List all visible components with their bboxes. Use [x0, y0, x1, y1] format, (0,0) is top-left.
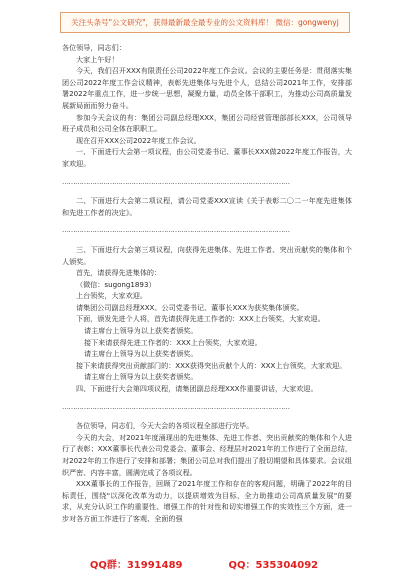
paragraph: 请集团公司副总经理XXX、公司党委书记、董事长XXX为获奖集体颁奖。	[76, 302, 304, 312]
paragraph: 一、下面进行大会第一项议程，由公司党委书记、董事长XXX做2022年度工作报告，大家欢迎。	[62, 147, 352, 168]
paragraph: 各位领导，同志们：	[62, 43, 126, 52]
paragraph: 上台领奖，大家欢迎。	[76, 291, 147, 301]
footer-contact	[0, 556, 408, 576]
paragraph: 首先，请获得先进集体的：	[76, 268, 162, 278]
paragraph: XXX董事长的工作报告，回顾了2021年度工作和存在的客观问题，明确了2022年的目标责任，围绕"以深化改革为动力，以提质增效为目标，全力助推动公司高质量发展"的要求，从充分认识工作的重要性、增强工作的针对性和切实增强工作的实效性三个方面，进一步对各方面工作进行了客观、全面的强	[62, 479, 352, 523]
paragraph: 大家上午好！	[76, 54, 119, 64]
separator-line: ……………………………………………………………………………………………	[62, 402, 290, 411]
paragraph: 接下来请获得突出贡献部门的：XXX获得突出贡献个人的：XXX上台领奖，大家欢迎。	[76, 360, 347, 370]
paragraph: （微信：sugong1893）	[76, 279, 156, 289]
paragraph: 今天，我们召开XXX有限责任公司2022年度工作会议。会议的主要任务是：贯彻落实集团公司2022年度工作会议精神，表彰先进集体与先进个人，总结公司2021年工作，安排部署2022年重点工作，进一步统一思想，凝聚力量，动员全体干部职工，为推动公司高质量发展新局面而努力奋斗。	[62, 66, 352, 110]
separator-line: ……………………………………………………………………………………………	[62, 226, 290, 235]
paragraph: 今天的大会，对2021年度涌现出的先进集体、先进工作者、突出贡献奖的集体和个人进行了表彰；XXX董事长代表公司党委会、董事会、经理层对2021年的工作进行了全面总结，对2022年的工作进行了安排和部署；集团公司总对我们提出了殷切期望和具体要求。会议组织严密、内容丰富，圆满完成了各项议程。	[62, 432, 352, 477]
paragraph: 现在召开XXX公司2022年度工作会议。	[76, 135, 201, 145]
paragraph: 接下来请获得先进工作者的：XXX上台领奖，大家欢迎。	[84, 337, 262, 347]
separator-line: ……………………………………………………………………………………………	[62, 177, 290, 186]
paragraph: 参加今天会议的有：集团公司副总经理XXX，集团公司经营管理部部长XXX，公司领导班子成员和公司全体在职职工。	[62, 112, 352, 134]
document-body	[62, 42, 352, 525]
paragraph: 各位领导，同志们，今天大会的各项议程全部进行完毕。	[76, 421, 254, 431]
paragraph: 二、下面进行大会第二项议程，请公司党委XXX宣读《关于表彰二〇二一年度先进集体和先进工作者的决定》。	[62, 196, 352, 217]
qq-group-number: QQ群：31991489	[89, 560, 183, 571]
paragraph: 三、下面进行大会第三项议程，向获得先进集体、先进工作者、突出贡献奖的集体和个人颁奖。	[62, 244, 352, 266]
paragraph: 请主席台上领导为以上获奖者颁奖。	[84, 372, 198, 382]
paragraph: 下面，颁发先进个人将，首先请获得先进工作者的：XXX上台领奖，大家欢迎。	[76, 314, 325, 324]
paragraph: 请主席台上领导为以上获奖者颁奖。	[84, 349, 198, 359]
header-banner: 关注头条号"公文研究"，获得最新最全最专业的公文资料库！ 微信：gongwenyj	[60, 12, 350, 33]
paragraph: 请主席台上领导为以上获奖者颁奖。	[84, 326, 198, 336]
qq-number: QQ：535304092	[228, 560, 319, 571]
paragraph: 四、下面进行大会第四项议程，请集团副总经理XXX作重要讲话，大家欢迎。	[76, 384, 318, 394]
